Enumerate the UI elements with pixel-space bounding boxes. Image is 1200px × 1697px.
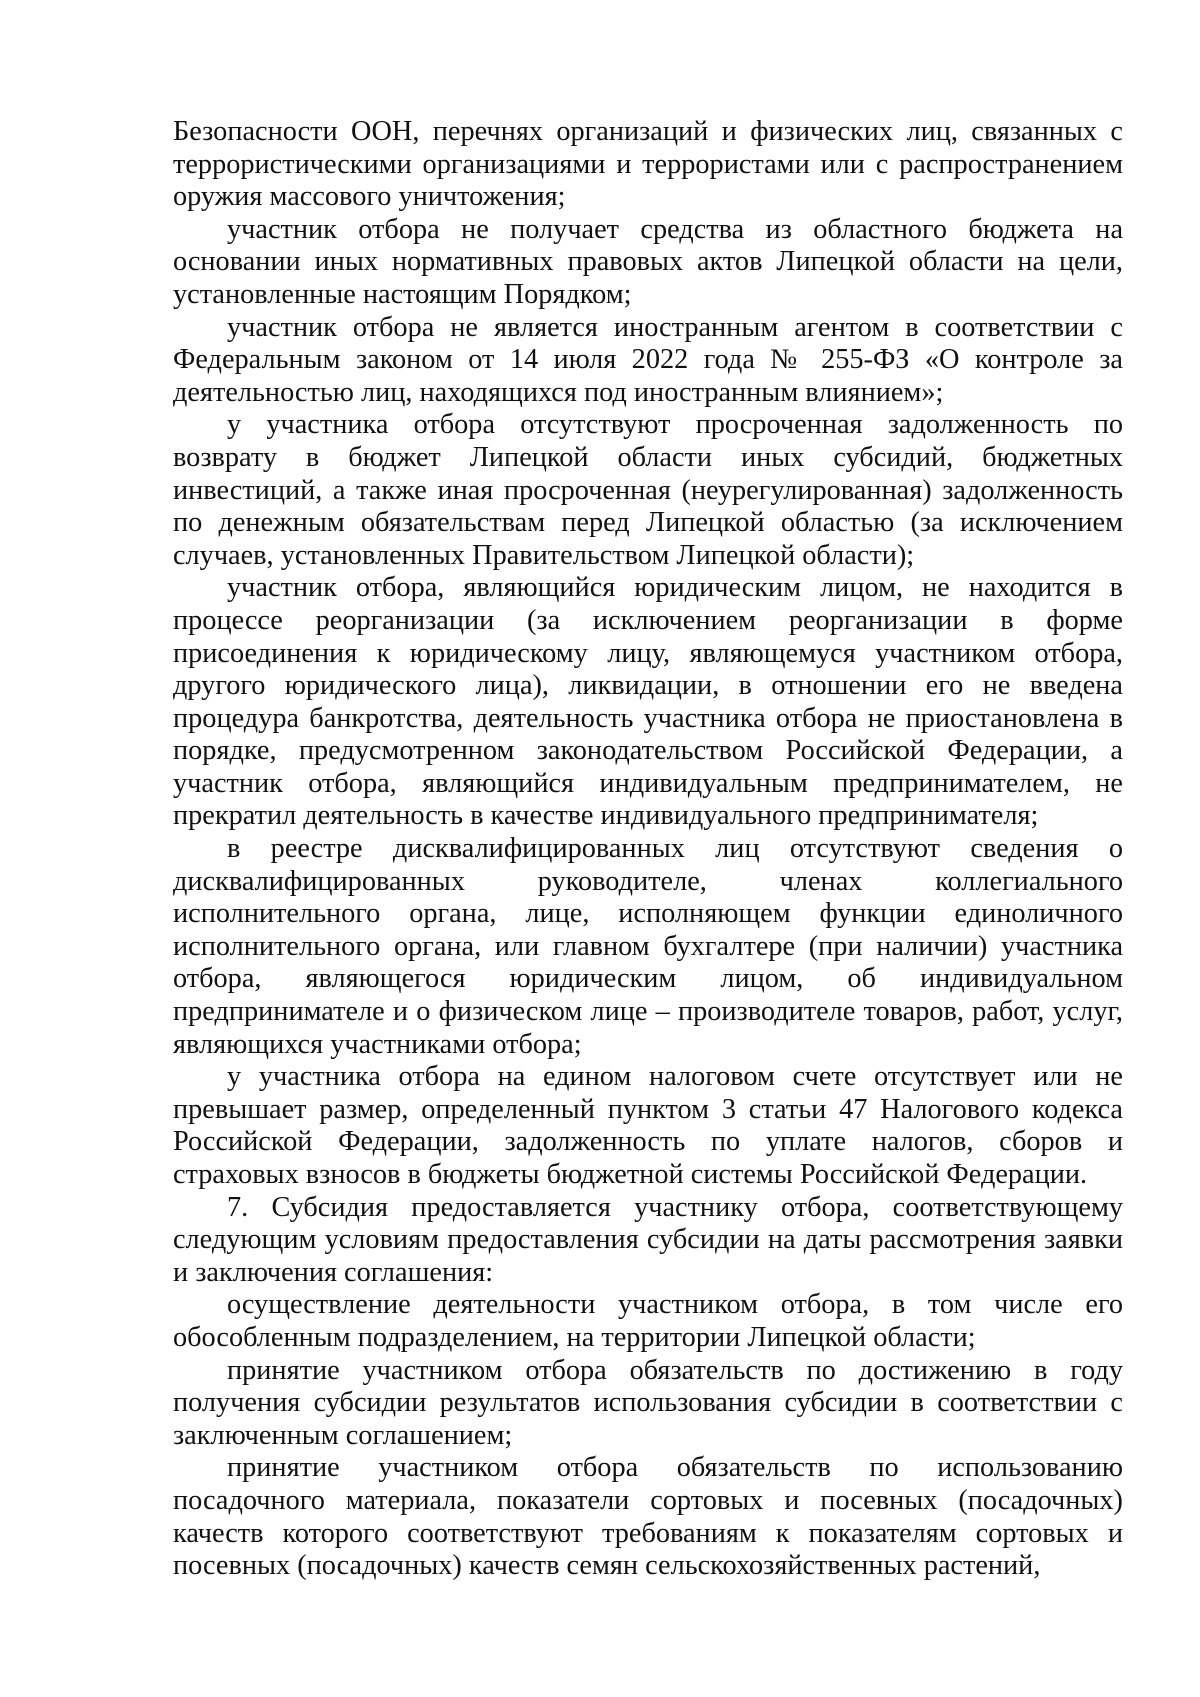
document-body xyxy=(173,116,1123,1583)
paragraph-4: у участника отбора отсутствуют просроченная задолженность по возврату в бюджет Липецкой области иных субсидий, бюджетных инвестиций, а также иная просроченная (неурегулированная) задолженность по денежным обязательствам перед Липецкой областью (за исключением случаев, установленных Правительством Липецкой области); xyxy=(173,409,1123,571)
paragraph-3: участник отбора не является иностранным агентом в соответствии с Федеральным законом от 14 июля 2022 года № 255-ФЗ «О контроле за деятельностью лиц, находящихся под иностранным влиянием»; xyxy=(173,311,1123,408)
paragraph-9: осуществление деятельности участником отбора, в том числе его обособленным подразделением, на территории Липецкой области; xyxy=(173,1289,1123,1353)
paragraph-5: участник отбора, являющийся юридическим лицом, не находится в процессе реорганизации (за исключением реорганизации в форме присоединения к юридическому лицу, являющемуся участником отбора, другого юридического лица), ликвидации, в отношении его не введена процедура банкротства, деятельность участника отбора не приостановлена в порядке, предусмотренном законодательством Российской Федерации, а участник отбора, являющийся индивидуальным предпринимателем, не прекратил деятельность в качестве индивидуального предпринимателя; xyxy=(173,572,1123,832)
paragraph-8: 7. Субсидия предоставляется участнику отбора, соответствующему следующим условиям предоставления субсидии на даты рассмотрения заявки и заключения соглашения: xyxy=(173,1191,1123,1288)
paragraph-10: принятие участником отбора обязательств по достижению в году получения субсидии результатов использования субсидии в соответствии с заключенным соглашением; xyxy=(173,1354,1123,1451)
paragraph-6: в реестре дисквалифицированных лиц отсутствуют сведения о дисквалифицированных руководителе, членах коллегиального исполнительного органа, лице, исполняющем функции единоличного исполнительного органа, или главном бухгалтере (при наличии) участника отбора, являющегося юридическим лицом, об индивидуальном предпринимателе и о физическом лице – производителе товаров, работ, услуг, являющихся участниками отбора; xyxy=(173,833,1123,1060)
paragraph-7: у участника отбора на едином налоговом счете отсутствует или не превышает размер, определенный пунктом 3 статьи 47 Налогового кодекса Российской Федерации, задолженность по уплате налогов, сборов и страховых взносов в бюджеты бюджетной системы Российской Федерации. xyxy=(173,1061,1123,1190)
paragraph-1: Безопасности ООН, перечнях организаций и физических лиц, связанных с террористическими организациями и террористами или с распространением оружия массового уничтожения; xyxy=(173,116,1123,213)
paragraph-11: принятие участником отбора обязательств по использованию посадочного материала, показатели сортовых и посевных (посадочных) качеств которого соответствуют требованиям к показателям сортовых и посевных (посадочных) качеств семян сельскохозяйственных растений, xyxy=(173,1452,1123,1582)
paragraph-2: участник отбора не получает средства из областного бюджета на основании иных нормативных правовых актов Липецкой области на цели, установленные настоящим Порядком; xyxy=(173,213,1123,310)
